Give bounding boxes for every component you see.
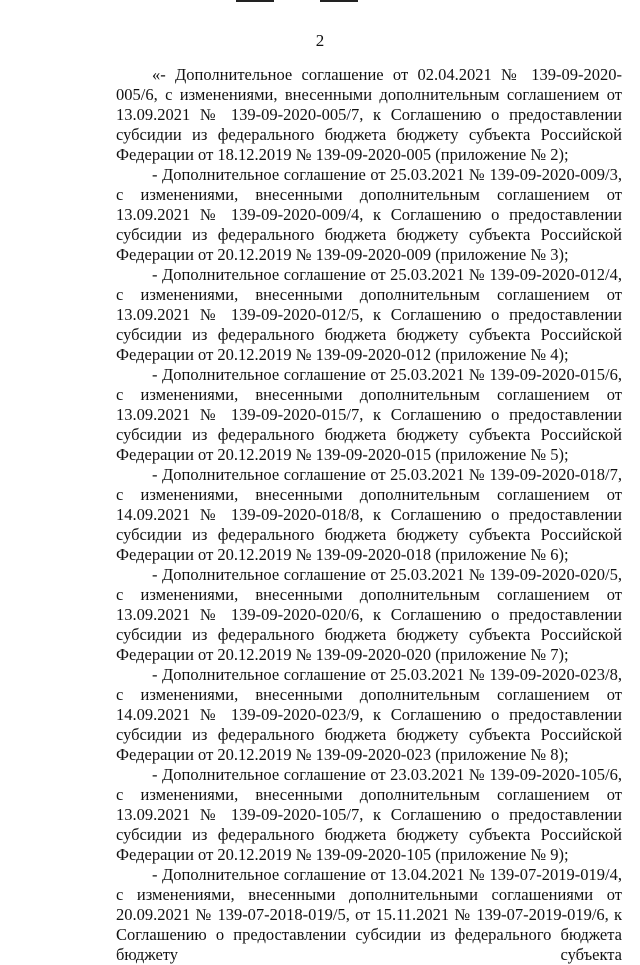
paragraph-item-6: - Дополнительное соглашение от 25.03.2021 № 139-09-2020-020/5, с изменениями, внесенными дополнительным соглашением от 13.09.2021 № 139-09-2020-020/6, к Соглашению о предоставлении субсидии из федерального бюджета бюджету субъекта Российской Федерации от 20.12.2019 № 139-09-2020-020 (приложение № 7); (116, 565, 622, 664)
paragraph-item-1: «- Дополнительное соглашение от 02.04.2021 № 139-09-2020-005/6, с изменениями, внесенными дополнительным соглашением от 13.09.2021 № 139-09-2020-005/7, к Соглашению о предоставлении субсидии из федерального бюджета бюджету субъекта Российской Федерации от 18.12.2019 № 139-09-2020-005 (приложение № 2); (116, 65, 622, 164)
paragraph-item-2: - Дополнительное соглашение от 25.03.2021 № 139-09-2020-009/3, с изменениями, внесенными дополнительным соглашением от 13.09.2021 № 139-09-2020-009/4, к Соглашению о предоставлении субсидии из федерального бюджета бюджету субъекта Российской Федерации от 20.12.2019 № 139-09-2020-009 (приложение № 3); (116, 165, 622, 264)
paragraph-item-9: - Дополнительное соглашение от 13.04.2021 № 139-07-2019-019/4, с изменениями, внесенными дополнительными соглашениями от 20.09.2021 № 139-07-2018-019/5, от 15.11.2021 № 139-07-2019-019/6, к Соглашению о предоставлении субсидии из федерального бюджета бюджету субъекта (116, 865, 622, 964)
paragraph-item-7: - Дополнительное соглашение от 25.03.2021 № 139-09-2020-023/8, с изменениями, внесенными дополнительным соглашением от 14.09.2021 № 139-09-2020-023/9, к Соглашению о предоставлении субсидии из федерального бюджета бюджету субъекта Российской Федерации от 20.12.2019 № 139-09-2020-023 (приложение № 8); (116, 665, 622, 764)
paragraph-item-4: - Дополнительное соглашение от 25.03.2021 № 139-09-2020-015/6, с изменениями, внесенными дополнительным соглашением от 13.09.2021 № 139-09-2020-015/7, к Соглашению о предоставлении субсидии из федерального бюджета бюджету субъекта Российской Федерации от 20.12.2019 № 139-09-2020-015 (приложение № 5); (116, 365, 622, 464)
page-number: 2 (315, 31, 325, 50)
header-rule-left (236, 0, 274, 2)
paragraph-item-3: - Дополнительное соглашение от 25.03.2021 № 139-09-2020-012/4, с изменениями, внесенными дополнительным соглашением от 13.09.2021 № 139-09-2020-012/5, к Соглашению о предоставлении субсидии из федерального бюджета бюджету субъекта Российской Федерации от 20.12.2019 № 139-09-2020-012 (приложение № 4); (116, 265, 622, 364)
document-body (116, 65, 622, 965)
paragraph-item-5: - Дополнительное соглашение от 25.03.2021 № 139-09-2020-018/7, с изменениями, внесенными дополнительным соглашением от 14.09.2021 № 139-09-2020-018/8, к Соглашению о предоставлении субсидии из федерального бюджета бюджету субъекта Российской Федерации от 20.12.2019 № 139-09-2020-018 (приложение № 6); (116, 465, 622, 564)
paragraph-item-8: - Дополнительное соглашение от 23.03.2021 № 139-09-2020-105/6, с изменениями, внесенными дополнительным соглашением от 13.09.2021 № 139-09-2020-105/7, к Соглашению о предоставлении субсидии из федерального бюджета бюджету субъекта Российской Федерации от 20.12.2019 № 139-09-2020-105 (приложение № 9); (116, 765, 622, 864)
header-rule-right (320, 0, 358, 2)
